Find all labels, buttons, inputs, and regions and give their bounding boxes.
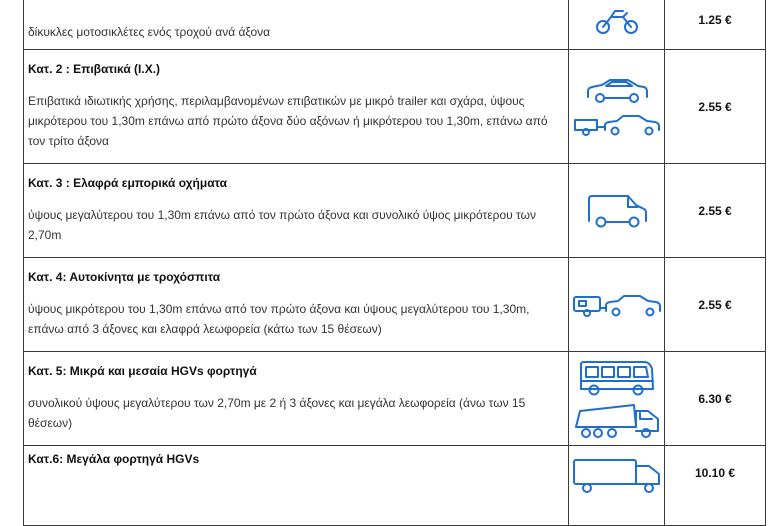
category-description: δίκυκλες μοτοσικλέτες ενός τροχού ανά άξονα [28,24,271,39]
vehicle-icon-cell [569,164,665,258]
car-with-trailer-icon [573,113,661,137]
table-row [24,164,766,258]
toll-price: 1.25 € [665,0,766,50]
category-title: Κατ. 5: Μικρά και μεσαία HGVs φορτηγά [28,363,257,378]
category-description: Επιβατικά ιδιωτικής χρήσης, περιλαμβανομένων επιβατικών με μικρό trailer και σχάρα, ύψους μικρότερου του 1,30m επάνω από πρώτο άξονα δύο αξόνων ή μικρότερου του 1,30m, επάνω από τον τρίτο άξονα [28,93,548,148]
car-icon [584,77,650,105]
table-row [24,50,766,164]
table-row [24,446,766,526]
vehicle-icon-cell [569,0,665,50]
toll-price: 2.55 € [665,50,766,164]
vehicle-icon-cell [569,446,665,526]
category-description-cell [24,258,569,352]
category-description: ύψους μικρότερου του 1,30m επάνω από τον πρώτο άξονα και ύψους μεγαλύτερου του 1,30m, επάνω από 3 άξονες και ελαφρά λεωφορεία (κάτω των 15 θέσεων) [28,301,530,336]
category-title: Κατ.6: Μεγάλα φορτηγά HGVs [28,452,200,466]
category-title: Κατ. 3 : Ελαφρά εμπορικά οχήματα [28,175,227,190]
toll-price: 10.10 € [665,446,766,526]
category-description-cell [24,0,569,50]
category-title: Κατ. 2 : Επιβατικά (Ι.Χ.) [28,61,161,76]
table-row [24,0,766,50]
vehicle-icon-cell [569,352,665,446]
category-description: ύψους μεγαλύτερου του 1,30m επάνω από τον πρώτο άξονα και συνολικό ύψος μικρότερου των 2,70m [28,207,536,242]
vehicle-icon-cell [569,258,665,352]
category-description: συνολικού ύψους μεγαλύτερου των 2,70m με 2 ή 3 άξονες και μεγάλα λεωφορεία (άνω των 15 θέσεων) [28,395,526,430]
van-icon [586,193,648,229]
category-description-cell [24,446,569,526]
bus-icon [578,359,656,397]
category-title: Κατ. 4: Αυτοκίνητα με τροχόσπιτα [28,269,221,284]
dump-truck-icon [572,401,662,439]
toll-price: 6.30 € [665,352,766,446]
car-with-caravan-icon [572,292,662,318]
category-description-cell [24,50,569,164]
vehicle-icon-cell [569,50,665,164]
category-description-cell [24,164,569,258]
toll-category-table [23,0,766,526]
large-truck-icon [571,456,663,496]
table-row [24,258,766,352]
table-row [24,352,766,446]
category-description-cell [24,352,569,446]
motorcycle-icon [593,5,641,35]
toll-price: 2.55 € [665,164,766,258]
toll-price: 2.55 € [665,258,766,352]
